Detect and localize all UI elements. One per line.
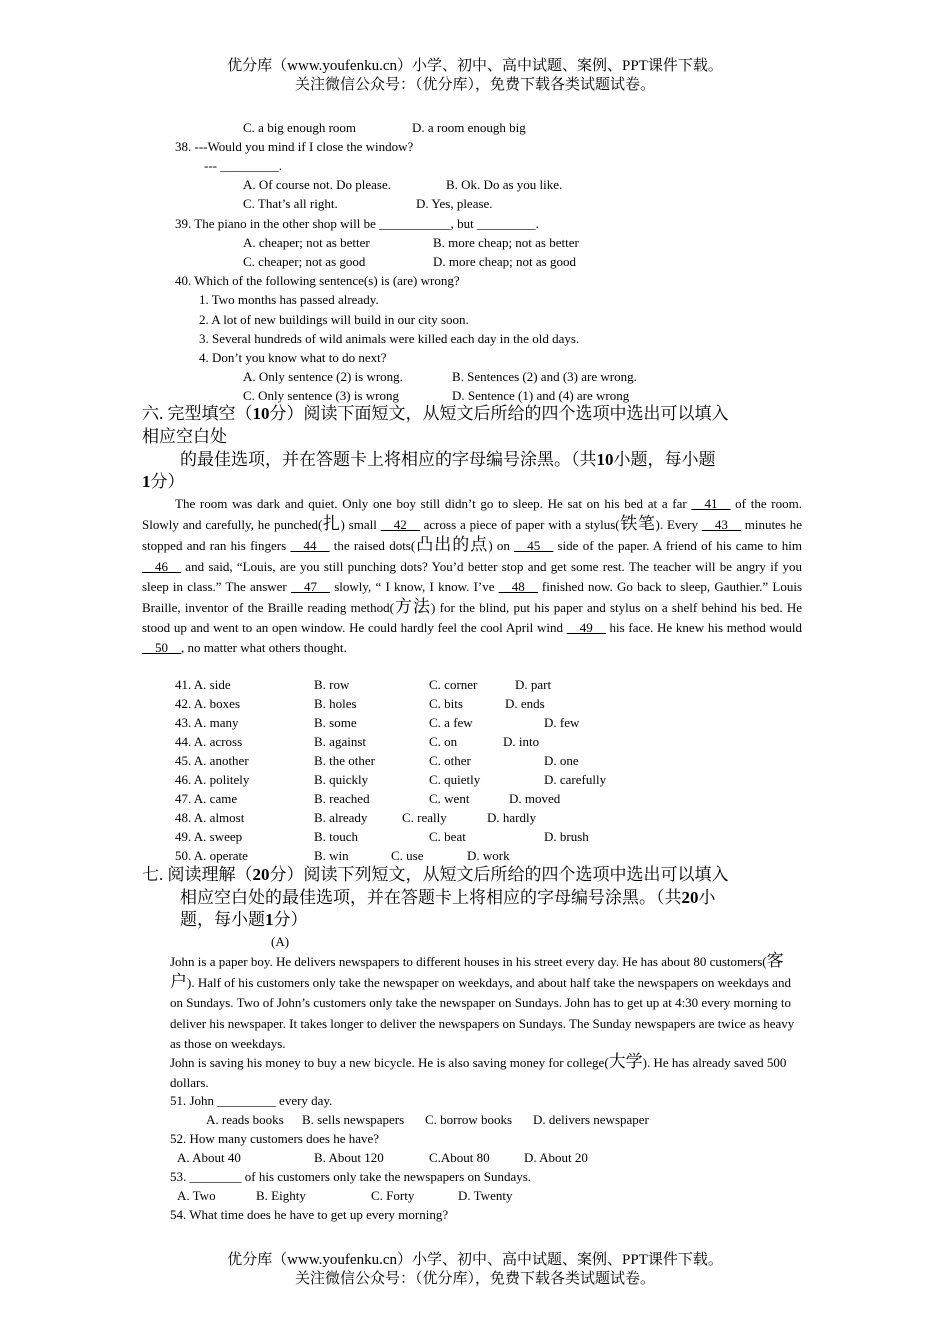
q39-option-d: D. more cheap; not as good [433,254,576,269]
option-48-d: D. hardly [487,810,537,825]
page-footer-line1: 优分库（www.youfenku.cn）小学、初中、高中试题、案例、PPT课件下载。 [227,1252,723,1268]
section6-heading-line2: 相应空白处 [142,427,227,446]
option-42-d: D. ends [505,696,545,711]
q53-option-b: B. Eighty [256,1188,306,1203]
option-41-b: B. row [314,677,350,692]
option-44-d: D. into [503,734,540,749]
section7-heading-line1: 七. 阅读理解（20分）阅读下列短文，从短文后所给的四个选项中选出可以填入 [142,865,729,884]
q38-stem: 38. ---Would you mind if I close the window? [175,139,414,154]
blank-41: __41__ [691,496,731,511]
q40-option-d: D. Sentence (1) and (4) are wrong [452,388,630,403]
option-49-d: D. brush [544,829,589,844]
q39-option-a: A. cheaper; not as better [243,235,370,250]
option-43-a: 43. A. many [175,715,239,730]
option-46-b: B. quickly [314,772,369,787]
passage-a-paragraph-2: John is saving his money to buy a new bicycle. He is also saving money for college(大学). He has already saved 500 dollars. [170,1052,787,1091]
q54-stem: 54. What time does he have to get up every morning? [170,1207,449,1222]
option-49-c: C. beat [429,829,466,844]
option-50-d: D. work [467,848,510,863]
option-50-c: C. use [391,848,424,863]
option-46-a: 46. A. politely [175,772,250,787]
option-48-a: 48. A. almost [175,810,245,825]
option-45-c: C. other [429,753,471,768]
q53-option-c: C. Forty [371,1188,415,1203]
option-48-b: B. already [314,810,368,825]
q37-option-c: C. a big enough room [243,120,357,135]
blank-49: __49__ [566,620,606,636]
q40-sentence-3: 3. Several hundreds of wild animals were killed each day in the old days. [199,331,580,346]
option-44-c: C. on [429,734,458,749]
q40-option-b: B. Sentences (2) and (3) are wrong. [452,369,637,384]
option-49-b: B. touch [314,829,359,844]
option-47-c: C. went [429,791,470,806]
blank-42: __42__ [380,517,420,533]
q39-option-b: B. more cheap; not as better [433,235,579,250]
option-43-d: D. few [544,715,580,730]
option-41-a: 41. A. side [175,677,231,692]
q53-option-d: D. Twenty [458,1188,513,1203]
q40-sentence-1: 1. Two months has passed already. [199,292,379,307]
blank-46: __46__ [142,558,181,574]
section6-heading-line4: 1分） [142,472,185,491]
q38-option-c: C. That’s all right. [243,196,338,211]
option-45-b: B. the other [314,753,376,768]
blank-47: __47__ [290,578,330,594]
q40-option-c: C. Only sentence (3) is wrong [243,388,399,403]
q40-sentence-2: 2. A lot of new buildings will build in our city soon. [199,312,469,327]
q51-option-c: C. borrow books [425,1112,513,1127]
page-footer-line2: 关注微信公众号：（优分库），免费下载各类试题试卷。 [294,1271,655,1287]
q52-option-c: C.About 80 [429,1150,490,1165]
q52-option-b: B. About 120 [314,1150,384,1165]
q38-option-d: D. Yes, please. [416,196,493,211]
q39-stem: 39. The piano in the other shop will be ___________, but _________. [175,216,539,231]
blank-45: __45__ [514,538,554,554]
passage-a-label: (A) [271,934,290,949]
page-header-line1: 优分库（www.youfenku.cn）小学、初中、高中试题、案例、PPT课件下载。 [227,58,723,74]
q37-option-d: D. a room enough big [412,120,526,135]
blank-48: __48__ [498,578,538,594]
q38-option-b: B. Ok. Do as you like. [446,177,563,192]
q39-option-c: C. cheaper; not as good [243,254,366,269]
option-47-d: D. moved [509,791,561,806]
q52-option-d: D. About 20 [524,1150,588,1165]
section7-heading-line3: 题，每小题1分） [180,910,308,929]
q53-option-a: A. Two [177,1188,216,1203]
q51-option-b: B. sells newspapers [302,1112,405,1127]
q38-option-a: A. Of course not. Do please. [243,177,392,192]
q53-stem: 53. ________ of his customers only take the newspapers on Sundays. [170,1169,532,1184]
q51-option-d: D. delivers newspaper [533,1112,649,1127]
option-44-a: 44. A. across [175,734,243,749]
q38-reply: --- _________. [204,158,282,173]
section6-heading-line1: 六. 完型填空（10分）阅读下面短文，从短文后所给的四个选项中选出可以填入 [142,404,729,423]
option-47-b: B. reached [314,791,370,806]
q40-sentence-4: 4. Don’t you know what to do next? [199,350,387,365]
section6-heading-line3: 的最佳选项，并在答题卡上将相应的字母编号涂黑。（共10小题，每小题 [180,450,716,469]
q51-option-a: A. reads books [206,1112,284,1127]
option-50-b: B. win [314,848,349,863]
option-41-c: C. corner [429,677,478,692]
q40-stem: 40. Which of the following sentence(s) is (are) wrong? [175,273,460,288]
q52-stem: 52. How many customers does he have? [170,1131,380,1146]
option-42-c: C. bits [429,696,463,711]
option-42-b: B. holes [314,696,357,711]
q52-option-a: A. About 40 [177,1150,241,1165]
option-49-a: 49. A. sweep [175,829,243,844]
option-46-d: D. carefully [544,772,607,787]
cloze-passage: The room was dark and quiet. Only one boy still didn’t go to sleep. He sat on his bed at a far __41__ of the room. Slowly and carefully, he punched(扎) small __42__ across a piece of paper with a stylus(铁笔). Every __43__ minutes he stopped and ran his fingers __44__ the raised dots(凸出的点) on __45__ side of the paper. A friend of his came to him __46__ and said, “Louis, are you still punching dots? You’d better stop and get some rest. The teacher will be angry if you sleep in class.” The answer __47__ slowly, “ I know, I know. I’ve __48__ finished now. Go back to sleep, Gauthier.” Louis Braille, inventor of the Braille reading method(方法) for the blind, put his paper and stylus on a shelf behind his bed. He stood up and went to an open window. He could hardly feel the cool April wind __49__ his face. He knew his method would __50__, no matter what others thought. [142,496,803,656]
option-44-b: B. against [314,734,366,749]
option-50-a: 50. A. operate [175,848,248,863]
option-45-a: 45. A. another [175,753,249,768]
option-43-b: B. some [314,715,357,730]
passage-a-paragraph-1: John is a paper boy. He delivers newspapers to different houses in his street every day. He has about 80 customers(客户). Half of his customers only take the newspaper on weekdays, and about half take the newspapers on weekdays and on Sundays. Two of John’s customers only take the newspaper on Sundays. John has to get up at 4:30 every morning to deliver his newspaper. It takes longer to deliver the newspapers on Sundays. The Sunday newspapers are twice as heavy as those on weekdays. [170,951,795,1051]
option-45-d: D. one [544,753,579,768]
option-46-c: C. quietly [429,772,481,787]
q51-stem: 51. John _________ every day. [170,1093,333,1108]
blank-43: __43__ [701,517,741,533]
section7-heading-line2: 相应空白处的最佳选项，并在答题卡上将相应的字母编号涂黑。（共20小 [180,888,716,907]
blank-50: __50__ [142,640,181,656]
option-43-c: C. a few [429,715,473,730]
option-41-d: D. part [515,677,552,692]
blank-44: __44__ [290,538,330,554]
page-header-line2: 关注微信公众号：（优分库），免费下载各类试题试卷。 [294,77,655,93]
option-48-c: C. really [402,810,447,825]
q40-option-a: A. Only sentence (2) is wrong. [243,369,403,384]
option-42-a: 42. A. boxes [175,696,240,711]
option-47-a: 47. A. came [175,791,238,806]
